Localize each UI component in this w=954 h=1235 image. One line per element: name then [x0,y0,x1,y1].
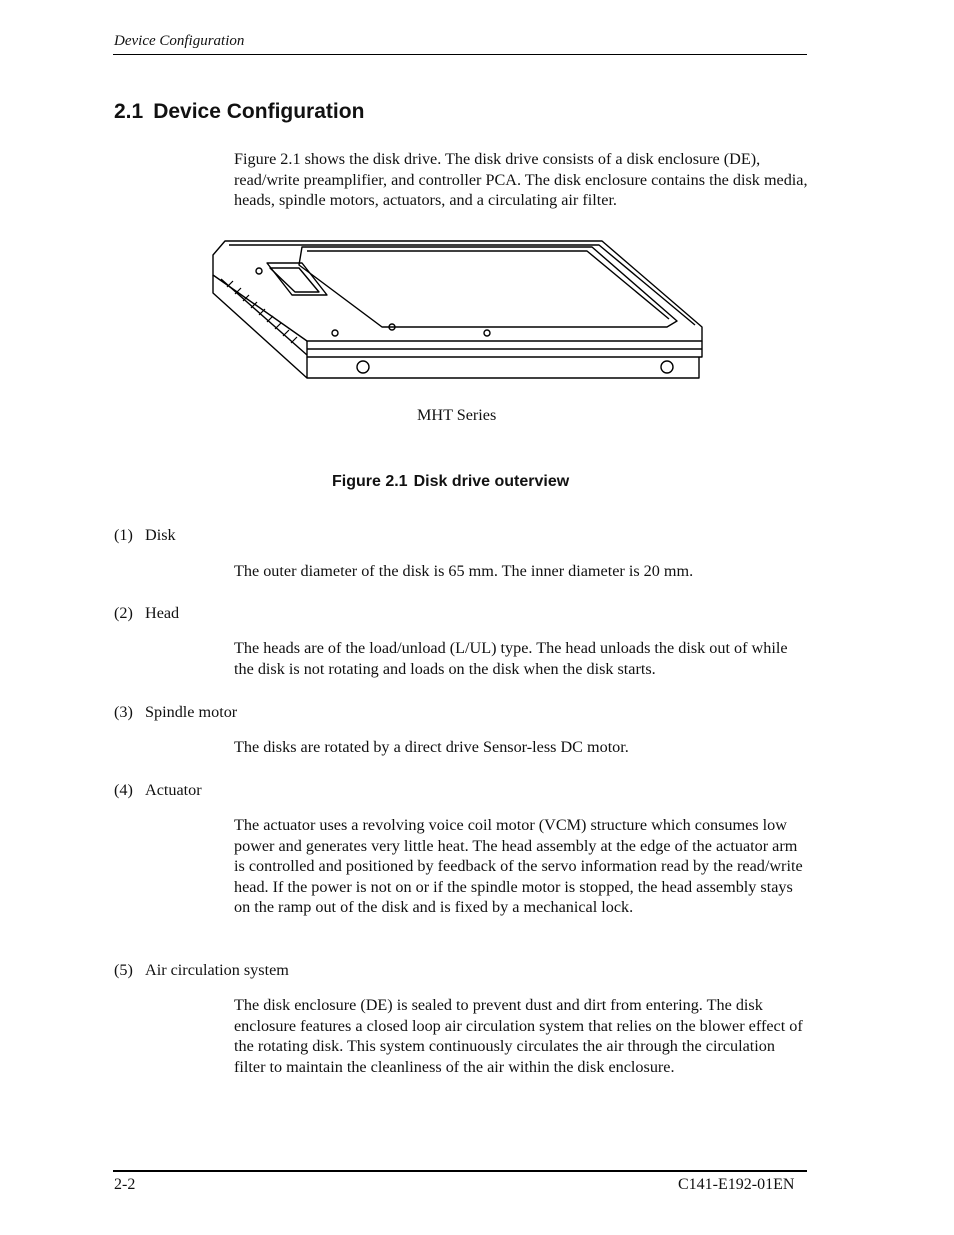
page-number: 2-2 [114,1176,136,1193]
running-header: Device Configuration [114,33,245,49]
item-title: Disk [145,526,176,544]
item-heading-spindle-motor [114,703,237,722]
section-number: 2.1 [114,100,144,123]
figure-caption [332,473,569,491]
item-title: Actuator [145,781,202,799]
item-heading-head [114,604,179,623]
item-number: (2) [114,604,133,622]
section-title: Device Configuration [153,100,365,123]
item-number: (5) [114,961,133,979]
item-heading-air-circulation [114,961,289,980]
item-body-head: The heads are of the load/unload (L/UL) type. The head unloads the disk out of while the disk is not rotating and loads on the disk when the disk starts. [234,639,788,678]
figure-label: MHT Series [417,406,497,424]
item-number: (3) [114,703,133,721]
disk-drive-illustration [207,235,712,385]
figure-caption-number: Figure 2.1 [332,473,408,490]
item-body-actuator: The actuator uses a revolving voice coil motor (VCM) structure which consumes low power and generates very little heat. The head assembly at the edge of the actuator arm is controlled and positioned by feedback of the servo information read by the read/write head. If the power is not on or if the spindle motor is stopped, the head assembly stays on the ramp out of the disk and is fixed by a mechanical lock. [234,816,803,916]
item-body-disk: The outer diameter of the disk is 65 mm. The inner diameter is 20 mm. [234,562,694,580]
section-heading [114,100,364,124]
item-title: Head [145,604,180,622]
item-body-spindle-motor: The disks are rotated by a direct drive Sensor-less DC motor. [234,738,629,756]
header-rule [113,54,807,55]
item-title: Spindle motor [145,703,238,721]
item-heading-disk [114,526,176,545]
item-heading-actuator [114,781,202,800]
item-number: (4) [114,781,133,799]
figure-caption-text: Disk drive outerview [413,473,570,490]
document-code: C141-E192-01EN [678,1176,795,1193]
item-number: (1) [114,526,133,544]
item-title: Air circulation system [145,961,289,979]
item-body-air-circulation: The disk enclosure (DE) is sealed to prevent dust and dirt from entering. The disk enclosure features a closed loop air circulation system that relies on the blower effect of the rotating disk. This system continuously circulates the air through the circulation filter to maintain the cleanliness of the air within the disk enclosure. [234,996,803,1076]
intro-paragraph: Figure 2.1 shows the disk drive. The disk drive consists of a disk enclosure (DE), read/write preamplifier, and controller PCA. The disk enclosure contains the disk media, heads, spindle motors, actuators, and a circulating air filter. [234,150,808,209]
footer-rule [113,1170,807,1172]
